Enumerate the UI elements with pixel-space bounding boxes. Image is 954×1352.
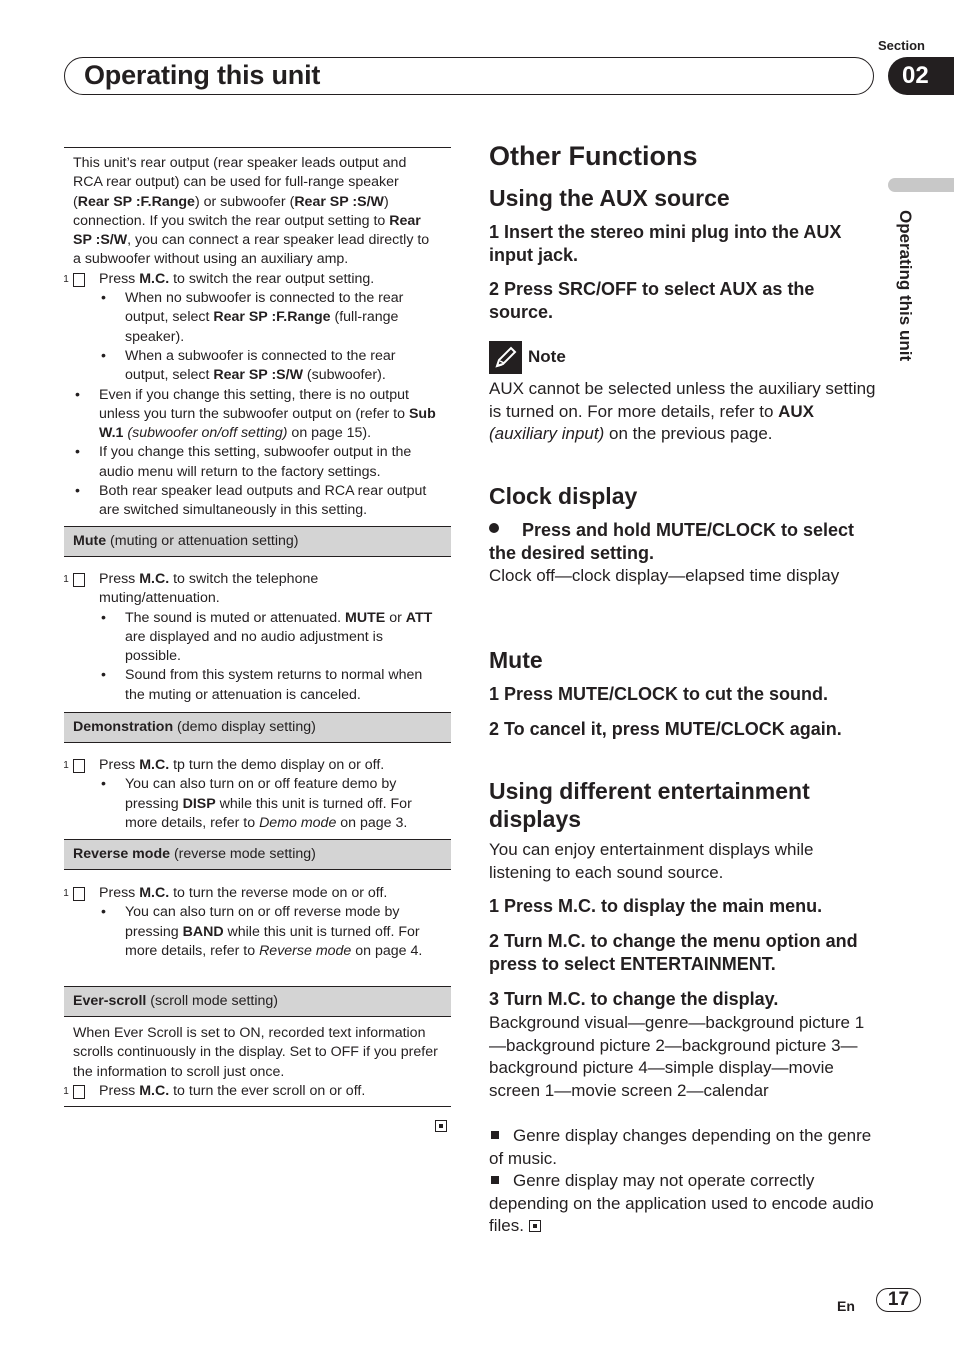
- intro-step: 1 Press M.C. to switch the rear output setting.: [63, 270, 375, 287]
- demo-setting-bar: Demonstration (demo display setting): [64, 712, 451, 743]
- aux-step-1: 1 Insert the stereo mini plug into the AUX input jack.: [489, 222, 842, 265]
- step: 1 Press M.C. to turn the reverse mode on or off.: [63, 885, 388, 901]
- entertainment-heading: Using different entertainment displays: [489, 778, 810, 832]
- page-title: Operating this unit: [84, 60, 321, 90]
- everscroll-setting-block: [63, 1024, 438, 1101]
- entertainment-step-3: 3 Turn M.C. to change the display.: [489, 989, 779, 1009]
- everscroll-setting-bar: Ever-scroll (scroll mode setting): [64, 986, 451, 1017]
- square-bullet-icon: [491, 1131, 499, 1139]
- section-label: Section: [878, 38, 925, 53]
- clock-text: Clock off—clock display—elapsed time display: [489, 566, 840, 585]
- entertainment-options: Background visual—genre—background picture 1—background picture 2—background picture 3—background picture 4—simple display—movie screen 1—movie screen 2—calendar: [489, 1013, 865, 1100]
- entertainment-note-1: Genre display changes depending on the genre of music.: [489, 1126, 872, 1168]
- entertainment-note-2: Genre display may not operate correctly depending on the application used to encode audio files.: [489, 1171, 874, 1236]
- section-number: 02: [888, 57, 954, 95]
- page-number: 17: [876, 1288, 921, 1312]
- pencil-icon: [489, 341, 522, 374]
- reverse-setting-bar: Reverse mode (reverse mode setting): [64, 839, 451, 870]
- clock-step: Press and hold MUTE/CLOCK to select the desired setting.: [489, 520, 855, 563]
- list-item: • When a subwoofer is connected to the rear output, select Rear SP :S/W (subwoofer).: [73, 347, 438, 386]
- rear-output-block: [63, 154, 438, 521]
- mute-setting-bar: Mute (muting or attenuation setting): [64, 526, 451, 557]
- demo-setting-block: [63, 756, 438, 833]
- entertainment-step-1: 1 Press M.C. to display the main menu.: [489, 896, 823, 916]
- step: 1 Press M.C. tp turn the demo display on or off.: [63, 757, 385, 773]
- entertainment-step-2: 2 Turn M.C. to change the menu option and press to select ENTERTAINMENT.: [489, 931, 858, 974]
- aux-step-2: 2 Press SRC/OFF to select AUX as the source.: [489, 279, 815, 322]
- step: 1 Press M.C. to switch the telephone muting/attenuation.: [63, 571, 319, 607]
- list-item: • When no subwoofer is connected to the rear output, select Rear SP :F.Range (full-range speaker).: [73, 289, 438, 347]
- aux-note-text: AUX cannot be selected unless the auxiliary setting is turned on. For more details, refer to AUX (auxiliary input) on the previous page.: [489, 379, 876, 444]
- note-label: Note: [528, 347, 566, 366]
- side-label: Operating this unit: [896, 210, 915, 362]
- mute-heading: Mute: [489, 647, 543, 673]
- language-label: En: [837, 1298, 855, 1314]
- square-bullet-icon: [491, 1176, 499, 1184]
- list-item: • If you change this setting, subwoofer output in the audio menu will return to the factory settings.: [73, 443, 438, 482]
- clock-heading: Clock display: [489, 483, 638, 509]
- paragraph: When Ever Scroll is set to ON, recorded text information scrolls continuously in the display. Set to OFF if you prefer the information to scroll just once.: [73, 1025, 438, 1080]
- list-item: • You can also turn on or off reverse mode by pressing BAND while this unit is turned off. For more details, refer to Reverse mode on page 4.: [73, 903, 438, 961]
- end-mark-icon: [529, 1220, 541, 1232]
- list-item: • You can also turn on or off feature demo by pressing DISP while this unit is turned off. For more details, refer to Demo mode on page 3.: [73, 775, 438, 833]
- aux-heading: Using the AUX source: [489, 185, 730, 211]
- mute-setting-block: [63, 570, 438, 705]
- mute-step-2: 2 To cancel it, press MUTE/CLOCK again.: [489, 719, 842, 739]
- bullet-dot-icon: [489, 523, 499, 533]
- list-item: • Both rear speaker lead outputs and RCA rear output are switched simultaneously in this setting.: [73, 482, 438, 521]
- end-mark-icon: [435, 1118, 447, 1136]
- divider: [64, 1106, 451, 1107]
- entertainment-intro: You can enjoy entertainment displays while listening to each sound source.: [489, 840, 814, 882]
- list-item: • Even if you change this setting, there is no output unless you turn the subwoofer output on (refer to Sub W.1 (subwoofer on/off setting) on page 15).: [73, 386, 438, 444]
- list-item: • Sound from this system returns to normal when the muting or attenuation is canceled.: [73, 666, 438, 705]
- intro-paragraph: This unit’s rear output (rear speaker leads output and RCA rear output) can be used for full-range speaker (Rear SP :F.Range) or subwoofer (Rear SP :S/W) connection. If you switch the rear output setting to Rear SP :S/W, you can connect a rear speaker lead directly to a subwoofer without using an auxiliary amp.: [73, 155, 430, 268]
- divider: [64, 147, 451, 148]
- section-heading: Other Functions: [489, 141, 698, 171]
- side-tab: [888, 178, 954, 192]
- step: 1 Press M.C. to turn the ever scroll on or off.: [63, 1082, 366, 1099]
- reverse-setting-block: [63, 884, 438, 961]
- mute-step-1: 1 Press MUTE/CLOCK to cut the sound.: [489, 684, 829, 704]
- list-item: • The sound is muted or attenuated. MUTE or ATT are displayed and no audio adjustment is possible.: [73, 609, 438, 667]
